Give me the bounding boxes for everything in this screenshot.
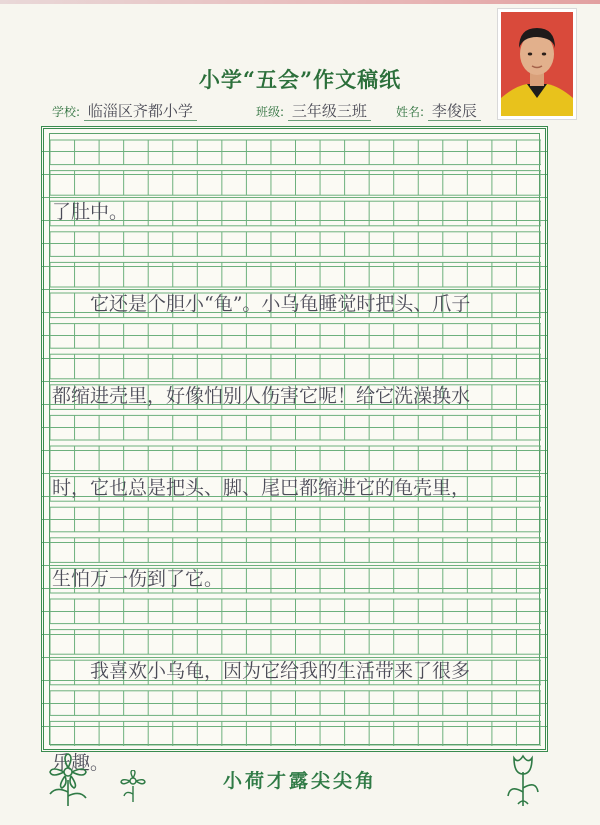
- essay-line: 生怕万一伤到了它。: [52, 568, 224, 591]
- essay-line: 乐趣。: [52, 751, 110, 774]
- essay-line: 它还是个胆小“龟”。小乌龟睡觉时把头、爪子: [52, 292, 471, 315]
- essay-line: 了肚中。: [52, 201, 129, 224]
- school-field: [52, 100, 197, 124]
- footer-slogan: 小荷才露尖尖角: [222, 770, 377, 792]
- tulip-icon: [500, 748, 546, 808]
- top-color-strip: [0, 0, 600, 4]
- school-label: 学校:: [52, 105, 81, 119]
- class-field: [256, 100, 371, 124]
- class-label: 班级:: [256, 105, 285, 119]
- student-photo-image: [501, 12, 573, 116]
- portrait-icon: [501, 12, 573, 116]
- flower-decoration-right: [500, 748, 546, 812]
- class-value: 三年级三班: [288, 102, 371, 121]
- essay-line: 我喜欢小乌龟，因为它给我的生活带来了很多: [52, 660, 471, 683]
- essay-text: [52, 136, 538, 809]
- essay-line: 时，它也总是把头、脚、尾巴都缩进它的龟壳里，: [52, 476, 471, 499]
- name-field: [396, 100, 481, 124]
- school-value: 临淄区齐都小学: [84, 102, 197, 121]
- essay-line: 都缩进壳里，好像怕别人伤害它呢！给它洗澡换水: [52, 384, 471, 407]
- name-label: 姓名:: [396, 105, 425, 119]
- page-title: 小学“五会”作文稿纸: [198, 67, 402, 92]
- name-value: 李俊辰: [428, 102, 481, 121]
- student-photo: [497, 8, 577, 120]
